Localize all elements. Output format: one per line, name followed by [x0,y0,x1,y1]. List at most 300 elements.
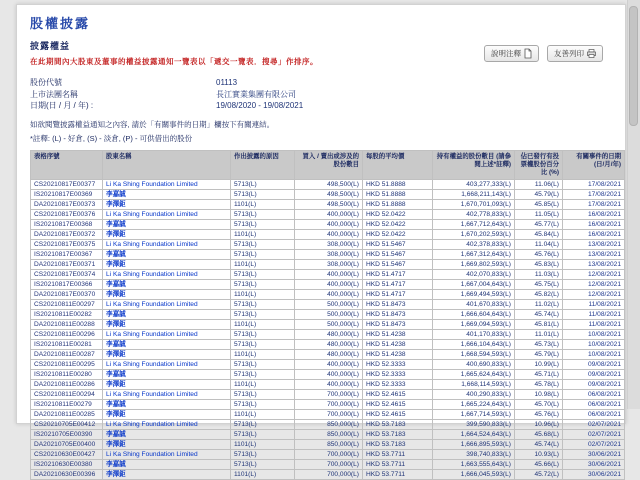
cell-reason: 5713(L) [231,269,295,279]
cell-shares: 700,000(L) [295,409,363,419]
event-date-link[interactable]: 06/08/2021 [587,410,621,418]
cell-holding: 399,590,833(L) [433,419,515,429]
shareholder-link[interactable]: 李嘉誠 [106,340,126,348]
cell-name [103,459,231,469]
header-shares-traded: 買入 / 賣出或涉及的股份數目 [295,150,363,179]
cell-holding: 1,667,714,593(L) [433,409,515,419]
table-row [31,199,625,209]
table-row [31,259,625,269]
table-row [31,359,625,369]
cell-name [103,439,231,449]
cell-shares: 308,000(L) [295,249,363,259]
toolbar [484,45,603,62]
shareholder-link[interactable]: Li Ka Shing Foundation Limited [106,390,198,398]
cell-price: HKD 51.4238 [363,329,433,339]
document-icon [524,49,532,58]
cell-reason: 5713(L) [231,429,295,439]
cell-pct: 45.73(L) [515,339,563,349]
cell-name [103,429,231,439]
position-legend: *註釋: (L) - 好倉, (S) - 淡倉, (P) - 可供借出的股份 [30,133,193,143]
table-row [31,409,625,419]
cell-pct: 45.68(L) [515,429,563,439]
header-form-serial: 表格序號 [31,150,103,179]
cell-shares: 400,000(L) [295,289,363,299]
event-date-link[interactable]: 12/08/2021 [587,280,621,288]
cell-price: HKD 52.3333 [363,379,433,389]
cell-serial: DA20210817E00372 [31,229,103,239]
shareholder-link[interactable]: 李嘉誠 [106,430,126,438]
cell-shares: 850,000(L) [295,439,363,449]
cell-shares: 400,000(L) [295,379,363,389]
shareholder-link[interactable]: 李嘉誠 [106,220,126,228]
cell-shares: 400,000(L) [295,209,363,219]
cell-serial: DA20210811E00288 [31,319,103,329]
cell-price: HKD 52.0422 [363,209,433,219]
header-shareholder: 股東名稱 [103,150,231,179]
cell-serial: CS20210817E00376 [31,209,103,219]
event-date-link[interactable]: 09/08/2021 [587,370,621,378]
table-row [31,219,625,229]
event-date-link[interactable]: 13/08/2021 [587,260,621,268]
shareholder-link[interactable]: 李澤鉅 [106,230,126,238]
cell-pct: 45.77(L) [515,219,563,229]
cell-pct: 10.98(L) [515,389,563,399]
shareholder-link[interactable]: Li Ka Shing Foundation Limited [106,210,198,218]
cell-reason: 5713(L) [231,449,295,459]
shareholder-link[interactable]: Li Ka Shing Foundation Limited [106,240,198,248]
cell-price: HKD 52.3333 [363,359,433,369]
cell-pct: 45.74(L) [515,439,563,449]
cell-reason: 5713(L) [231,239,295,249]
cell-name [103,289,231,299]
shareholder-link[interactable]: Li Ka Shing Foundation Limited [106,270,198,278]
cell-pct: 45.74(L) [515,309,563,319]
cell-date [563,419,625,429]
cell-price: HKD 51.4717 [363,269,433,279]
cell-price: HKD 53.7183 [363,429,433,439]
cell-name [103,339,231,349]
cell-holding: 1,668,594,593(L) [433,349,515,359]
cell-date [563,289,625,299]
cell-price: HKD 53.7183 [363,439,433,449]
cell-reason: 5713(L) [231,339,295,349]
cell-price: HKD 52.3333 [363,369,433,379]
header-percentage: 佔已發行有投票權股份百分比 (%) [515,150,563,179]
shareholder-link[interactable]: 李嘉誠 [106,280,126,288]
cell-name [103,189,231,199]
cell-date [563,329,625,339]
event-date-link[interactable]: 30/06/2021 [587,460,621,468]
table-row [31,469,625,479]
shareholder-link[interactable]: 李澤鉅 [106,350,126,358]
header-reason: 作出披露的原因 [231,150,295,179]
cell-holding: 402,778,833(L) [433,209,515,219]
cell-reason: 5713(L) [231,419,295,429]
cell-reason: 1101(L) [231,259,295,269]
table-row [31,269,625,279]
cell-date [563,409,625,419]
cell-serial: DA20210811E00286 [31,379,103,389]
cell-serial: IS20210817E00369 [31,189,103,199]
cell-serial: IS20210817E00368 [31,219,103,229]
table-row [31,399,625,409]
event-date-link[interactable]: 09/08/2021 [587,380,621,388]
cell-serial: CS20210817E00374 [31,269,103,279]
table-body [31,179,625,479]
cell-date [563,459,625,469]
cell-name [103,349,231,359]
cell-reason: 5713(L) [231,209,295,219]
cell-price: HKD 52.4615 [363,409,433,419]
table-header-row [31,150,625,179]
shareholder-link[interactable]: 李嘉誠 [106,190,126,198]
vertical-scrollbar[interactable] [627,0,640,409]
shareholder-link[interactable]: 李澤鉅 [106,470,126,478]
cell-name [103,229,231,239]
table-row [31,179,625,189]
header-shares-held: 持有權益的股份數目 (請參閱上述*註釋) [433,150,515,179]
cell-shares: 500,000(L) [295,309,363,319]
cell-name [103,389,231,399]
table-row [31,439,625,449]
date-range-value: 19/08/2020 - 19/08/2021 [216,101,304,110]
cell-date [563,389,625,399]
table-row [31,299,625,309]
cell-name [103,179,231,189]
cell-serial: IS20210811E00279 [31,399,103,409]
shareholder-link[interactable]: Li Ka Shing Foundation Limited [106,330,198,338]
cell-pct: 45.84(L) [515,229,563,239]
shareholder-link[interactable]: Li Ka Shing Foundation Limited [106,300,198,308]
cell-holding: 1,668,211,143(L) [433,189,515,199]
cell-reason: 5713(L) [231,359,295,369]
cell-holding: 401,170,833(L) [433,329,515,339]
table-row [31,319,625,329]
shareholder-link[interactable]: Li Ka Shing Foundation Limited [106,450,198,458]
shareholder-link[interactable]: 李嘉誠 [106,250,126,258]
cell-price: HKD 53.7711 [363,449,433,459]
table-row [31,429,625,439]
cell-holding: 403,277,333(L) [433,179,515,189]
event-date-link[interactable]: 02/07/2021 [587,440,621,448]
cell-reason: 5713(L) [231,369,295,379]
cell-shares: 700,000(L) [295,459,363,469]
cell-price: HKD 51.8473 [363,309,433,319]
cell-holding: 1,667,712,643(L) [433,219,515,229]
cell-date [563,259,625,269]
cell-price: HKD 51.8888 [363,179,433,189]
cell-serial: CS20210630E00427 [31,449,103,459]
event-date-link[interactable]: 13/08/2021 [587,240,621,248]
cell-holding: 400,290,833(L) [433,389,515,399]
cell-holding: 402,070,833(L) [433,269,515,279]
search-criteria [30,77,625,112]
shareholder-link[interactable]: 李澤鉅 [106,260,126,268]
cell-pct: 11.05(L) [515,209,563,219]
cell-date [563,179,625,189]
event-date-link[interactable]: 11/08/2021 [588,320,621,328]
table-row [31,329,625,339]
cell-reason: 5713(L) [231,389,295,399]
cell-pct: 11.04(L) [515,239,563,249]
cell-name [103,239,231,249]
cell-reason: 1101(L) [231,379,295,389]
table-row [31,189,625,199]
cell-pct: 45.85(L) [515,199,563,209]
event-date-link[interactable]: 10/08/2021 [587,350,621,358]
cell-holding: 1,665,224,643(L) [433,399,515,409]
cell-serial: IS20210811E00282 [31,309,103,319]
cell-serial: IS20210817E00366 [31,279,103,289]
cell-holding: 1,669,094,593(L) [433,319,515,329]
cell-name [103,309,231,319]
header-event-date: 有關事件的日期 (日/月/年) [563,150,625,179]
cell-price: HKD 52.0422 [363,219,433,229]
cell-holding: 1,666,895,593(L) [433,439,515,449]
shareholder-link[interactable]: 李嘉誠 [106,400,126,408]
cell-price: HKD 51.4717 [363,289,433,299]
cell-holding: 1,669,802,593(L) [433,259,515,269]
event-date-link[interactable]: 09/08/2021 [587,360,621,368]
cell-reason: 5713(L) [231,399,295,409]
cell-serial: CS20210811E00297 [31,299,103,309]
cell-holding: 1,666,045,593(L) [433,469,515,479]
shareholder-link[interactable]: 李嘉誠 [106,460,126,468]
cell-price: HKD 52.4615 [363,389,433,399]
section-subtitle: 披露權益 [30,41,71,51]
cell-pct: 45.70(L) [515,399,563,409]
cell-reason: 5713(L) [231,189,295,199]
event-date-link[interactable]: 12/08/2021 [587,270,621,278]
event-date-link[interactable]: 02/07/2021 [587,420,621,428]
shareholder-link[interactable]: 李嘉誠 [106,370,126,378]
cell-date [563,339,625,349]
cell-reason: 1101(L) [231,409,295,419]
cell-price: HKD 53.7711 [363,469,433,479]
cell-serial: DA20210811E00285 [31,409,103,419]
cell-price: HKD 51.8473 [363,319,433,329]
event-date-link[interactable]: 11/08/2021 [588,310,621,318]
cell-name [103,449,231,459]
cell-pct: 11.06(L) [515,179,563,189]
event-date-link[interactable]: 06/08/2021 [587,400,621,408]
cell-price: HKD 53.7183 [363,419,433,429]
table-row [31,279,625,289]
cell-price: HKD 51.4238 [363,339,433,349]
shareholder-link[interactable]: 李澤鉅 [106,410,126,418]
cell-date [563,439,625,449]
table-row [31,449,625,459]
cell-holding: 1,664,524,643(L) [433,429,515,439]
cell-serial: CS20210811E00295 [31,359,103,369]
cell-name [103,359,231,369]
shareholder-link[interactable]: 李澤鉅 [106,380,126,388]
cell-shares: 308,000(L) [295,239,363,249]
cell-date [563,379,625,389]
shareholder-link[interactable]: 李澤鉅 [106,320,126,328]
event-date-link[interactable]: 13/08/2021 [587,250,621,258]
shareholder-link[interactable]: 李嘉誠 [106,310,126,318]
scrollbar-thumb[interactable] [629,6,638,126]
cell-reason: 5713(L) [231,309,295,319]
date-range-label: 日期(日 / 月 / 年) : [30,101,94,110]
cell-date [563,359,625,369]
cell-reason: 1101(L) [231,289,295,299]
cell-serial: DA20210630E00396 [31,469,103,479]
page-title: 股權披露 [30,16,91,31]
cell-name [103,319,231,329]
shareholder-link[interactable]: Li Ka Shing Foundation Limited [106,180,198,188]
cell-price: HKD 52.4615 [363,399,433,409]
cell-name [103,299,231,309]
table-row [31,459,625,469]
cell-holding: 402,378,833(L) [433,239,515,249]
cell-date [563,349,625,359]
disclosure-table [30,150,625,480]
cell-serial: CS20210705E00412 [31,419,103,429]
cell-price: HKD 51.4238 [363,349,433,359]
corporation-name-label: 上市法團名稱 [30,89,78,99]
print-label: 友善列印 [554,49,584,58]
event-date-link[interactable]: 10/08/2021 [587,330,621,338]
cell-date [563,249,625,259]
cell-holding: 1,667,312,643(L) [433,249,515,259]
cell-date [563,299,625,309]
shareholder-link[interactable]: Li Ka Shing Foundation Limited [106,420,198,428]
cell-reason: 5713(L) [231,459,295,469]
cell-serial: IS20210705E00390 [31,429,103,439]
event-date-link[interactable]: 17/08/2021 [587,190,621,198]
event-date-link[interactable]: 16/08/2021 [587,230,621,238]
table-row [31,339,625,349]
cell-pct: 45.72(L) [515,469,563,479]
cell-date [563,269,625,279]
event-date-link[interactable]: 17/08/2021 [587,200,621,208]
cell-pct: 45.76(L) [515,409,563,419]
cell-reason: 5713(L) [231,219,295,229]
table-row [31,239,625,249]
event-date-link[interactable]: 02/07/2021 [587,430,621,438]
cell-pct: 10.96(L) [515,419,563,429]
cell-pct: 11.01(L) [515,329,563,339]
event-date-link[interactable]: 16/08/2021 [587,220,621,228]
cell-shares: 700,000(L) [295,449,363,459]
cell-reason: 5713(L) [231,329,295,339]
cell-holding: 1,666,604,643(L) [433,309,515,319]
cell-date [563,469,625,479]
header-avg-price: 每股的平均價 [363,150,433,179]
event-date-link[interactable]: 30/06/2021 [587,450,621,458]
cell-serial: CS20210811E00294 [31,389,103,399]
cell-shares: 480,000(L) [295,329,363,339]
cell-name [103,379,231,389]
cell-date [563,309,625,319]
cell-price: HKD 51.5467 [363,249,433,259]
shareholder-link[interactable]: Li Ka Shing Foundation Limited [106,360,198,368]
cell-serial: DA20210817E00371 [31,259,103,269]
help-notes-button[interactable] [484,45,539,62]
cell-price: HKD 51.8473 [363,299,433,309]
table-row [31,369,625,379]
cell-pct: 45.81(L) [515,319,563,329]
cell-reason: 1101(L) [231,469,295,479]
cell-date [563,209,625,219]
cell-date [563,369,625,379]
cell-serial: IS20210811E00280 [31,369,103,379]
help-notes-label: 說明注釋 [491,49,521,58]
cell-name [103,469,231,479]
cell-holding: 1,666,104,643(L) [433,339,515,349]
cell-price: HKD 52.0422 [363,229,433,239]
cell-reason: 1101(L) [231,229,295,239]
table-row [31,349,625,359]
event-date-link[interactable]: 12/08/2021 [587,290,621,298]
cell-shares: 480,000(L) [295,339,363,349]
event-date-link[interactable]: 10/08/2021 [587,340,621,348]
cell-shares: 498,500(L) [295,189,363,199]
cell-date [563,319,625,329]
event-date-link[interactable]: 16/08/2021 [587,210,621,218]
cell-reason: 1101(L) [231,439,295,449]
cell-date [563,229,625,239]
event-date-link[interactable]: 17/08/2021 [587,180,621,188]
cell-serial: IS20210811E00281 [31,339,103,349]
shareholder-link[interactable]: 李澤鉅 [106,200,126,208]
cell-serial: CS20210817E00375 [31,239,103,249]
instruction-text: 如欲閱覽披露權益通知之內容, 請於「有關事件的日期」欄按下有關連結。 [30,119,275,129]
cell-shares: 850,000(L) [295,419,363,429]
table-row [31,379,625,389]
cell-date [563,399,625,409]
disclosure-page [16,4,626,478]
cell-price: HKD 53.7711 [363,459,433,469]
cell-shares: 308,000(L) [295,259,363,269]
cell-date [563,239,625,249]
cell-date [563,449,625,459]
event-date-link[interactable]: 06/08/2021 [587,390,621,398]
event-date-link[interactable]: 30/06/2021 [587,470,621,478]
cell-reason: 5713(L) [231,299,295,309]
cell-shares: 400,000(L) [295,269,363,279]
cell-shares: 500,000(L) [295,299,363,309]
cell-shares: 700,000(L) [295,399,363,409]
printer-icon [587,49,596,58]
corporation-name-value: 長江實業集團有限公司 [216,89,296,99]
cell-reason: 1101(L) [231,349,295,359]
cell-pct: 45.71(L) [515,369,563,379]
cell-holding: 1,670,202,593(L) [433,229,515,239]
table-row [31,229,625,239]
event-date-link[interactable]: 11/08/2021 [588,300,621,308]
cell-holding: 400,690,833(L) [433,359,515,369]
cell-serial: IS20210630E00380 [31,459,103,469]
print-button[interactable] [547,45,603,62]
shareholder-link[interactable]: 李澤鉅 [106,290,126,298]
cell-holding: 398,740,833(L) [433,449,515,459]
cell-date [563,199,625,209]
cell-holding: 1,665,624,643(L) [433,369,515,379]
cell-serial: DA20210811E00287 [31,349,103,359]
cell-shares: 500,000(L) [295,319,363,329]
shareholder-link[interactable]: 李澤鉅 [106,440,126,448]
cell-shares: 400,000(L) [295,279,363,289]
cell-pct: 45.82(L) [515,289,563,299]
cell-date [563,189,625,199]
stock-code-value: 01113 [216,78,238,87]
cell-name [103,409,231,419]
cell-pct: 45.75(L) [515,279,563,289]
table-row [31,249,625,259]
